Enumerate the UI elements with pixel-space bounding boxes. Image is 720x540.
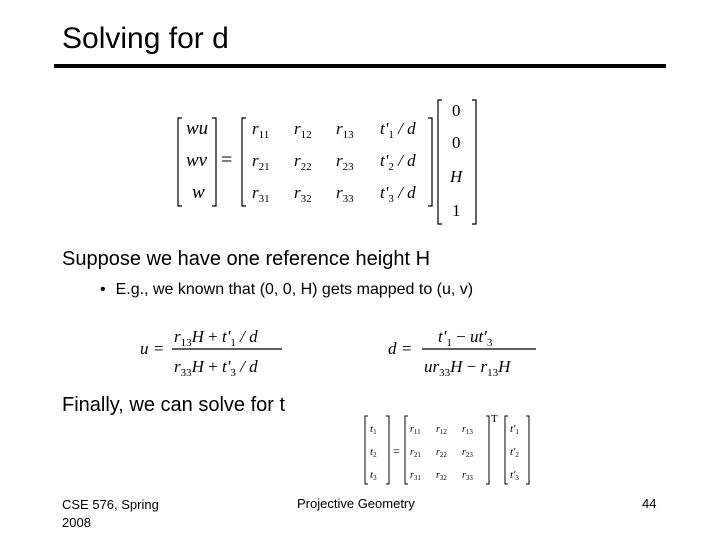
svg-text:T: T (491, 413, 498, 425)
svg-text:ur33H − r13H: $ur_{33}H - r_{13}H$ (424, 357, 511, 378)
svg-text:t'1: t'1 (510, 423, 519, 436)
svg-text:r32: $r_{32}$ (294, 183, 312, 205)
svg-text:t2: t2 (370, 446, 377, 459)
bullet-text: E.g., we known that (0, 0, H) gets mapped to (u, v) (115, 281, 474, 298)
footer-topic: Projective Geometry (297, 496, 415, 511)
svg-text:r32: $r_{32}$ (436, 470, 447, 482)
bullet-item (100, 281, 473, 299)
svg-text:t'1 / d: $t'_1$ / d (380, 119, 416, 141)
d-formula (386, 320, 546, 378)
svg-text:r33H + t'3 / d: $r_{33}H + t'_3 / d$ (174, 357, 258, 378)
svg-text:r12: $r_{12}$ (294, 119, 312, 141)
svg-text:t'3 / d: $t'_3$ / d (380, 183, 416, 205)
projection-equation (170, 96, 490, 226)
svg-text:r33: $r_{33}$ (336, 183, 354, 205)
svg-text:r13: $r_{13}$ (462, 424, 473, 436)
t-system-equation (362, 410, 534, 488)
svg-text:H: H (450, 167, 463, 186)
title-divider (54, 64, 666, 68)
svg-text:=: = (402, 339, 412, 358)
svg-text:r23: $r_{23}$ (462, 447, 473, 459)
svg-text:0: 0 (452, 101, 461, 120)
svg-text:wv: wv (186, 150, 208, 171)
reference-height-text: Suppose we have one reference height H (62, 248, 431, 270)
svg-text:r11: $r_{11}$ (252, 119, 270, 141)
svg-text:r11: $r_{11}$ (410, 424, 421, 436)
svg-text:t3: t3 (370, 469, 377, 482)
svg-text:t'1 − ut'3: $t'_1 - ut'_3$ (438, 327, 493, 349)
svg-text:w: w (192, 182, 205, 203)
svg-text:wu: wu (186, 118, 209, 139)
svg-text:r12: $r_{12}$ (436, 424, 447, 436)
bullet-symbol: • (100, 281, 106, 298)
svg-text:t1: t1 (370, 423, 377, 436)
svg-text:1: 1 (452, 201, 461, 220)
svg-text:r21: $r_{21}$ (410, 447, 421, 459)
svg-text:r31: $r_{31}$ (252, 183, 270, 205)
svg-text:t'3: t'3 (510, 469, 519, 482)
svg-text:r22: $r_{22}$ (436, 447, 447, 459)
svg-text:=: = (221, 149, 233, 171)
footer-course: CSE 576, Spring 2008 (62, 497, 159, 530)
page-number: 44 (642, 496, 657, 511)
svg-text:r21: $r_{21}$ (252, 151, 270, 173)
svg-text:r33: $r_{33}$ (462, 470, 473, 482)
svg-text:r13H + t'1 / d: $r_{13}H + t'_1 / d$ (174, 327, 258, 349)
svg-text:r23: $r_{23}$ (336, 151, 354, 173)
svg-text:t'2 / d: $t'_2$ / d (380, 151, 416, 173)
solve-t-text: Finally, we can solve for t (62, 394, 286, 416)
svg-text:r31: $r_{31}$ (410, 470, 421, 482)
svg-text:=: = (393, 444, 400, 458)
svg-text:t'2: t'2 (510, 446, 519, 459)
svg-text:d: d (388, 339, 397, 358)
slide-title: Solving for d (62, 22, 229, 55)
svg-text:r22: $r_{22}$ (294, 151, 312, 173)
svg-text:=: = (154, 339, 164, 358)
svg-text:0: 0 (452, 133, 461, 152)
svg-text:r13: $r_{13}$ (336, 119, 354, 141)
u-formula (138, 320, 288, 378)
svg-text:u: u (140, 339, 149, 358)
